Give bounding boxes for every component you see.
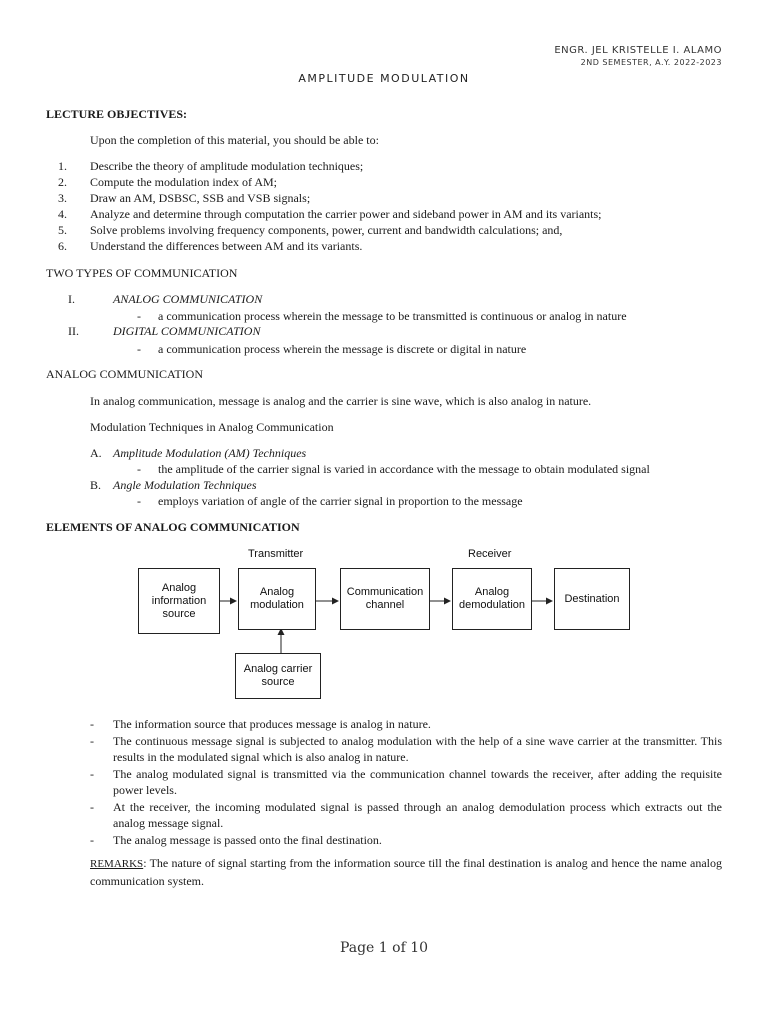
objectives-intro: Upon the completion of this material, you should be able to: [90,133,379,147]
dash: - [137,462,141,476]
analog-paragraph: In analog communication, message is analog and the carrier is sine wave, which is also analog in nature. [90,394,592,408]
technique-description: employs variation of angle of the carrier signal in proportion to the message [158,494,523,508]
bullet-text: The analog message is passed onto the final destination. [113,832,382,847]
list-item [58,158,363,174]
information-source-box [138,568,220,634]
objectives-heading: LECTURE OBJECTIVES: [46,107,188,121]
transmitter-label: Transmitter [248,548,304,560]
type-title: ANALOG COMMUNICATION [113,292,263,306]
list-item [58,222,562,238]
list-number: 3. [58,191,67,205]
technique-title: Angle Modulation Techniques [113,478,257,492]
list-number: 4. [58,207,67,221]
list-text: Draw an AM, DSBSC, SSB and VSB signals; [90,191,311,205]
roman-numeral: II. [68,324,79,338]
list-item [58,206,602,222]
technique-title: Amplitude Modulation (AM) Techniques [113,446,307,460]
dash: - [137,342,141,356]
type-description: a communication process wherein the message to be transmitted is continuous or analog in nature [158,309,627,323]
technique-letter: A. [90,446,102,460]
receiver-label: Receiver [468,548,512,560]
list-number: 6. [58,239,67,253]
list-number: 5. [58,223,67,237]
destination-box [554,568,630,630]
techniques-heading: Modulation Techniques in Analog Communication [90,420,334,434]
remarks-text: : The nature of signal starting from the information source till the final destination is analog and hence the name analog communication system. [90,856,722,888]
bullet-text: The information source that produces message is analog in nature. [113,717,431,731]
box-label: Communication channel [346,586,424,611]
block-diagram [138,545,630,699]
demodulation-box [452,568,532,630]
type-title: DIGITAL COMMUNICATION [113,324,261,338]
list-number: 1. [58,159,67,173]
dash: - [137,494,141,508]
box-label: Analog information source [151,581,207,620]
modulation-box [238,568,316,630]
bullet-dash: - [90,717,94,731]
document-title: AMPLITUDE MODULATION [298,72,470,85]
box-label: Analog modulation [250,586,304,611]
analog-heading: ANALOG COMMUNICATION [46,367,203,381]
bullet-dash: - [90,766,94,781]
remarks-paragraph [90,855,722,890]
bullet-text: The continuous message signal is subjected to analog modulation with the help of a sine wave carrier at the transmitter. This results in the modulated signal which is also analog in nature. [113,733,722,764]
list-item [90,799,722,832]
list-item [90,766,722,799]
technique-letter: B. [90,478,102,492]
remarks-label: REMARKS [90,858,144,870]
page-number: Page 1 of 10 [339,940,429,956]
bullet-dash: - [90,832,94,847]
roman-numeral: I. [68,292,75,306]
list-text: Understand the differences between AM and its variants. [90,239,363,253]
list-item [58,238,362,254]
list-text: Compute the modulation index of AM; [90,175,277,189]
carrier-source-box [235,653,321,699]
type-description: a communication process wherein the message is discrete or digital in nature [158,342,527,356]
channel-box [340,568,430,630]
elements-bullet-list [90,716,722,848]
list-text: Describe the theory of amplitude modulation techniques; [90,159,364,173]
list-number: 2. [58,175,67,189]
author-name: ENGR. JEL KRISTELLE I. ALAMO [554,45,722,56]
bullet-text: The analog modulated signal is transmitted via the communication channel towards the receiver, after adding the requisite power levels. [113,766,722,797]
bullet-text: At the receiver, the incoming modulated signal is passed through an analog demodulation process which extracts out the analog message signal. [113,799,722,830]
list-item [90,716,722,733]
list-text: Analyze and determine through computation the carrier power and sideband power in AM and its variants; [90,207,602,221]
box-label: Analog carrier source [243,663,313,688]
box-label: Destination [564,592,620,605]
box-label: Analog demodulation [458,586,526,611]
list-item [58,174,277,190]
semester-label: 2ND SEMESTER, A.Y. 2022-2023 [580,58,722,67]
elements-heading: ELEMENTS OF ANALOG COMMUNICATION [46,520,300,534]
bullet-dash: - [90,733,94,748]
dash: - [137,309,141,323]
bullet-dash: - [90,799,94,814]
list-item [90,733,722,766]
types-heading: TWO TYPES OF COMMUNICATION [46,266,238,280]
list-text: Solve problems involving frequency components, power, current and bandwidth calculations; and, [90,223,563,237]
list-item [58,190,310,206]
technique-description: the amplitude of the carrier signal is varied in accordance with the message to obtain modulated signal [158,462,650,476]
list-item [90,832,722,849]
